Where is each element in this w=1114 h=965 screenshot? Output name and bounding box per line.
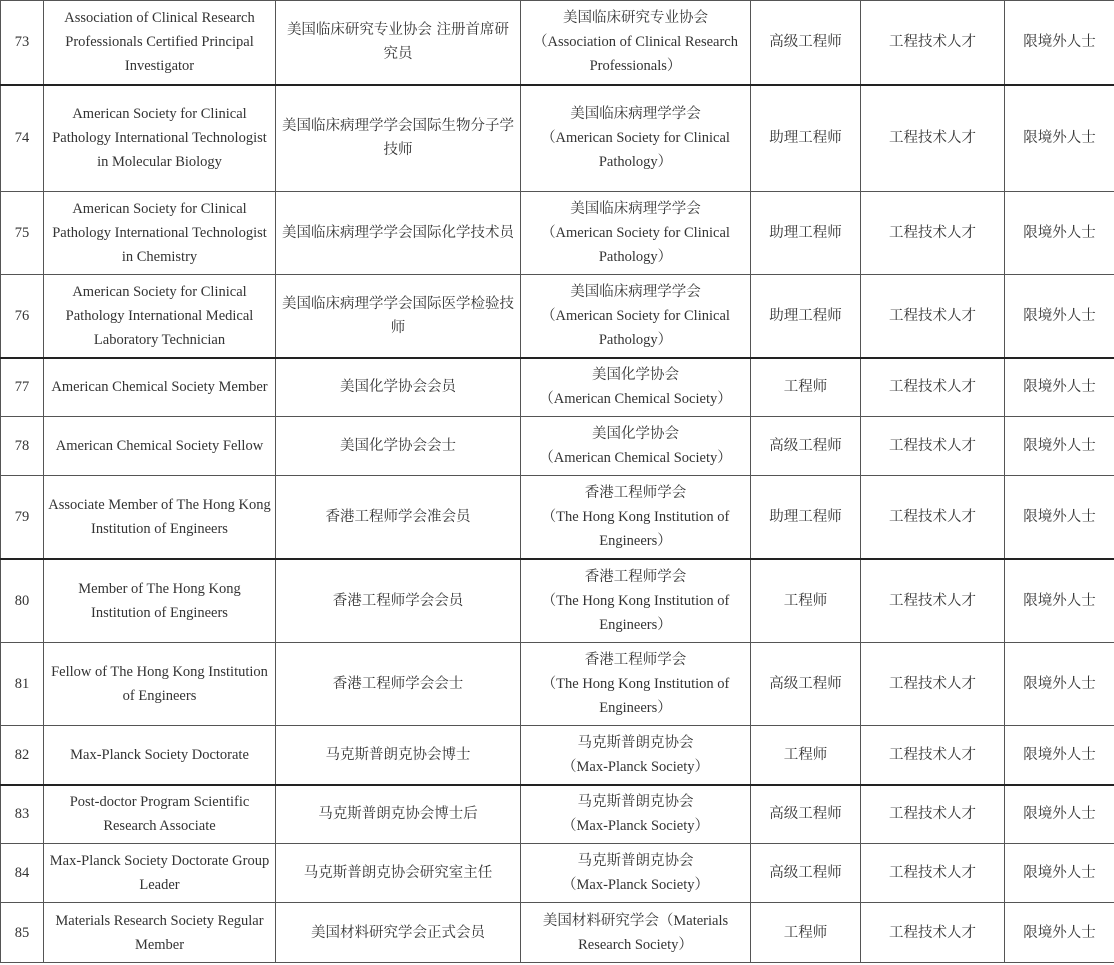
- row-number: 74: [1, 85, 44, 192]
- english-title: Max-Planck Society Doctorate: [44, 726, 276, 785]
- chinese-title: 美国临床病理学学会国际化学技术员: [276, 192, 521, 275]
- applicable-scope: 限境外人士: [1005, 275, 1114, 358]
- title-level: 高级工程师: [751, 1, 861, 85]
- applicable-scope: 限境外人士: [1005, 643, 1114, 726]
- talent-category: 工程技术人才: [861, 726, 1005, 785]
- issuing-organization: [521, 559, 751, 643]
- chinese-title: 马克斯普朗克协会博士后: [276, 785, 521, 844]
- table-row: [1, 358, 1114, 417]
- applicable-scope: 限境外人士: [1005, 559, 1114, 643]
- org-chinese-name: 马克斯普朗克协会: [577, 853, 694, 869]
- talent-category: 工程技术人才: [861, 275, 1005, 358]
- chinese-title: 香港工程师学会会员: [276, 559, 521, 643]
- issuing-organization: [521, 358, 751, 417]
- english-title: American Society for Clinical Pathology International Medical Laboratory Technician: [44, 275, 276, 358]
- chinese-title: 美国临床研究专业协会 注册首席研究员: [276, 1, 521, 85]
- org-english-name: （Association of Clinical Research Professionals）: [533, 34, 738, 75]
- applicable-scope: 限境外人士: [1005, 358, 1114, 417]
- row-number: 80: [1, 559, 44, 643]
- table-row: [1, 785, 1114, 844]
- talent-category: 工程技术人才: [861, 192, 1005, 275]
- english-title: Association of Clinical Research Professionals Certified Principal Investigator: [44, 1, 276, 85]
- row-number: 82: [1, 726, 44, 785]
- english-title: American Society for Clinical Pathology International Technologist in Molecular Biology: [44, 85, 276, 192]
- talent-category: 工程技术人才: [861, 417, 1005, 476]
- title-level: 高级工程师: [751, 643, 861, 726]
- english-title: Fellow of The Hong Kong Institution of Engineers: [44, 643, 276, 726]
- issuing-organization: [521, 275, 751, 358]
- org-chinese-name: 美国临床病理学学会: [570, 283, 701, 300]
- chinese-title: 美国化学协会会士: [276, 417, 521, 476]
- talent-category: 工程技术人才: [861, 358, 1005, 417]
- title-level: 助理工程师: [751, 85, 861, 192]
- org-english-name: （Materials Research Society）: [578, 912, 729, 953]
- talent-category: 工程技术人才: [861, 85, 1005, 192]
- table-row: [1, 417, 1114, 476]
- row-number: 76: [1, 275, 44, 358]
- talent-category: 工程技术人才: [861, 785, 1005, 844]
- talent-category: 工程技术人才: [861, 643, 1005, 726]
- title-level: 高级工程师: [751, 785, 861, 844]
- row-number: 77: [1, 358, 44, 417]
- table-row: [1, 476, 1114, 559]
- org-english-name: （Max-Planck Society）: [562, 758, 709, 775]
- table-row: [1, 903, 1114, 963]
- org-chinese-name: 美国化学协会: [592, 426, 679, 442]
- talent-category: 工程技术人才: [861, 559, 1005, 643]
- issuing-organization: [521, 726, 751, 785]
- issuing-organization: [521, 844, 751, 903]
- title-level: 工程师: [751, 559, 861, 643]
- org-chinese-name: 香港工程师学会: [584, 568, 687, 585]
- title-level: 工程师: [751, 726, 861, 785]
- issuing-organization: [521, 476, 751, 559]
- talent-category: 工程技术人才: [861, 476, 1005, 559]
- row-number: 79: [1, 476, 44, 559]
- title-level: 工程师: [751, 903, 861, 963]
- table-row: [1, 726, 1114, 785]
- applicable-scope: 限境外人士: [1005, 476, 1114, 559]
- applicable-scope: 限境外人士: [1005, 1, 1114, 85]
- row-number: 83: [1, 785, 44, 844]
- english-title: American Chemical Society Fellow: [44, 417, 276, 476]
- org-chinese-name: 香港工程师学会: [584, 484, 687, 501]
- issuing-organization: [521, 417, 751, 476]
- chinese-title: 香港工程师学会准会员: [276, 476, 521, 559]
- chinese-title: 马克斯普朗克协会博士: [276, 726, 521, 785]
- title-level: 助理工程师: [751, 192, 861, 275]
- org-english-name: （American Chemical Society）: [539, 450, 732, 466]
- applicable-scope: 限境外人士: [1005, 903, 1114, 963]
- row-number: 84: [1, 844, 44, 903]
- chinese-title: 美国材料研究学会正式会员: [276, 903, 521, 963]
- row-number: 85: [1, 903, 44, 963]
- talent-category: 工程技术人才: [861, 903, 1005, 963]
- table-row: [1, 275, 1114, 358]
- org-chinese-name: 美国化学协会: [592, 367, 679, 384]
- row-number: 78: [1, 417, 44, 476]
- org-chinese-name: 美国临床病理学学会: [570, 201, 701, 217]
- chinese-title: 美国化学协会会员: [276, 358, 521, 417]
- row-number: 75: [1, 192, 44, 275]
- org-english-name: （The Hong Kong Institution of Engineers）: [541, 676, 730, 716]
- chinese-title: 美国临床病理学学会国际医学检验技师: [276, 275, 521, 358]
- org-english-name: （American Society for Clinical Pathology）: [541, 130, 730, 171]
- title-level: 高级工程师: [751, 417, 861, 476]
- talent-category: 工程技术人才: [861, 1, 1005, 85]
- org-chinese-name: 马克斯普朗克协会: [577, 794, 694, 811]
- org-chinese-name: 马克斯普朗克协会: [577, 734, 694, 751]
- talent-category: 工程技术人才: [861, 844, 1005, 903]
- issuing-organization: [521, 903, 751, 963]
- table-row: [1, 192, 1114, 275]
- issuing-organization: [521, 785, 751, 844]
- applicable-scope: 限境外人士: [1005, 192, 1114, 275]
- issuing-organization: [521, 643, 751, 726]
- org-chinese-name: 美国临床研究专业协会: [563, 10, 708, 27]
- org-chinese-name: 香港工程师学会: [584, 652, 687, 668]
- applicable-scope: 限境外人士: [1005, 417, 1114, 476]
- table-row: [1, 844, 1114, 903]
- english-title: Associate Member of The Hong Kong Institution of Engineers: [44, 476, 276, 559]
- org-english-name: （Max-Planck Society）: [562, 877, 709, 893]
- chinese-title: 香港工程师学会会士: [276, 643, 521, 726]
- english-title: American Society for Clinical Pathology International Technologist in Chemistry: [44, 192, 276, 275]
- org-english-name: （American Society for Clinical Pathology）: [541, 307, 730, 348]
- org-chinese-name: 美国材料研究学会: [542, 912, 659, 929]
- org-english-name: （American Chemical Society）: [539, 391, 732, 408]
- applicable-scope: 限境外人士: [1005, 844, 1114, 903]
- applicable-scope: 限境外人士: [1005, 785, 1114, 844]
- english-title: American Chemical Society Member: [44, 358, 276, 417]
- title-level: 助理工程师: [751, 275, 861, 358]
- english-title: Max-Planck Society Doctorate Group Leader: [44, 844, 276, 903]
- org-chinese-name: 美国临床病理学学会: [570, 106, 701, 123]
- title-level: 高级工程师: [751, 844, 861, 903]
- english-title: Post-doctor Program Scientific Research Associate: [44, 785, 276, 844]
- table-row: [1, 559, 1114, 643]
- applicable-scope: 限境外人士: [1005, 85, 1114, 192]
- title-level: 助理工程师: [751, 476, 861, 559]
- row-number: 73: [1, 1, 44, 85]
- english-title: Materials Research Society Regular Member: [44, 903, 276, 963]
- table-row: [1, 85, 1114, 192]
- org-english-name: （The Hong Kong Institution of Engineers）: [541, 508, 730, 549]
- applicable-scope: 限境外人士: [1005, 726, 1114, 785]
- org-english-name: （American Society for Clinical Pathology）: [541, 225, 730, 265]
- chinese-title: 马克斯普朗克协会研究室主任: [276, 844, 521, 903]
- title-level: 工程师: [751, 358, 861, 417]
- table-row: [1, 643, 1114, 726]
- english-title: Member of The Hong Kong Institution of Engineers: [44, 559, 276, 643]
- issuing-organization: [521, 1, 751, 85]
- org-english-name: （The Hong Kong Institution of Engineers）: [541, 592, 730, 633]
- chinese-title: 美国临床病理学学会国际生物分子学技师: [276, 85, 521, 192]
- issuing-organization: [521, 85, 751, 192]
- row-number: 81: [1, 643, 44, 726]
- issuing-organization: [521, 192, 751, 275]
- table-row: [1, 1, 1114, 85]
- org-english-name: （Max-Planck Society）: [562, 818, 709, 835]
